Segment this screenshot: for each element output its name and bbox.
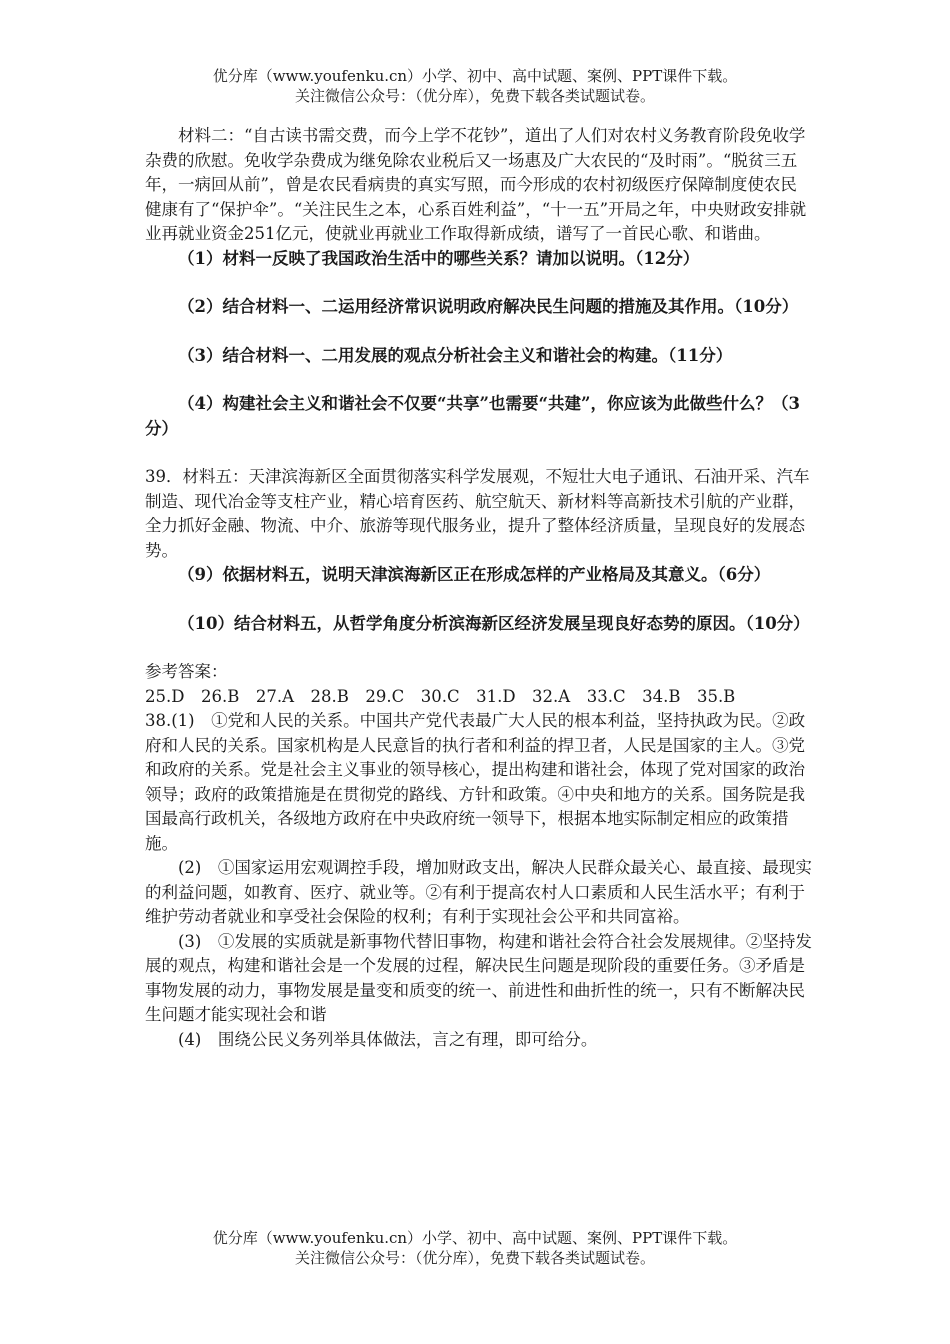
page-header: [0, 66, 950, 106]
question-38-2: （2）结合材料一、二运用经济常识说明政府解决民生问题的措施及其作用。（10分）: [178, 297, 799, 316]
header-line-2: 关注微信公众号：（优分库），免费下载各类试题试卷。: [294, 87, 655, 105]
answer-38-1: 38.(1) ①党和人民的关系。中国共产党代表最广大人民的根本利益，坚持执政为民。②政府和人民的关系。国家机构是人民意旨的执行者和利益的捍卫者，人民是国家的主人。③党和政府的关系。党是社会主义事业的领导核心，提出构建和谐社会，体现了党对国家的政治领导；政府的政策措施是在贯彻党的路线、方针和政策。④中央和地方的关系。国务院是我国最高行政机关，各级地方政府在中央政府统一领导下，根据本地实际制定相应的政策措施。: [145, 711, 806, 853]
answers-title: 参考答案：: [145, 662, 228, 681]
answer-38-3: (3) ①发展的实质就是新事物代替旧事物，构建和谐社会符合社会发展规律。②坚持发展的观点，构建和谐社会是一个发展的过程，解决民生问题是现阶段的重要任务。③矛盾是事物发展的动力，事物发展是量变和质变的统一、前进性和曲折性的统一，只有不断解决民生问题才能实现社会和谐: [145, 931, 812, 1024]
header-line-1: 优分库（www.youfenku.cn）小学、初中、高中试题、案例、PPT课件下载。: [212, 67, 738, 85]
question-38-3: （3）结合材料一、二用发展的观点分析社会主义和谐社会的构建。（11分）: [178, 345, 733, 365]
answers-choices: 25.D 26.B 27.A 28.B 29.C 30.C 31.D 32.A 33.C 34.B 35.B: [145, 686, 736, 706]
answer-38-4: (4) 围绕公民义务列举具体做法，言之有理，即可给分。: [178, 1029, 598, 1049]
question-39-10: （10）结合材料五，从哲学角度分析滨海新区经济发展呈现良好态势的原因。（10分）: [178, 613, 810, 633]
answer-38-2: (2) ①国家运用宏观调控手段，增加财政支出，解决人民群众最关心、最直接、最现实的利益问题，如教育、医疗、就业等。②有利于提高农村人口素质和人民生活水平；有利于维护劳动者就业和享受社会保险的权利；有利于实现社会公平和共同富裕。: [145, 858, 812, 926]
question-38-4: （4）构建社会主义和谐社会不仅要“共享”也需要“共建”，你应该为此做些什么？（3分）: [145, 394, 800, 438]
page-footer: [0, 1228, 950, 1268]
question-39-9: （9）依据材料五，说明天津滨海新区正在形成怎样的产业格局及其意义。（6分）: [178, 565, 771, 584]
material-5-text: 39．材料五：天津滨海新区全面贯彻落实科学发展观，不短壮大电子通讯、石油开采、汽车制造、现代冶金等支柱产业，精心培育医药、航空航天、新材料等高新技术引航的产业群，全力抓好金融、物流、中介、旅游等现代服务业，提升了整体经济质量，呈现良好的发展态势。: [145, 467, 810, 560]
footer-line-1: 优分库（www.youfenku.cn）小学、初中、高中试题、案例、PPT课件下载。: [212, 1229, 738, 1247]
page-content: [145, 124, 813, 1052]
footer-line-2: 关注微信公众号：（优分库），免费下载各类试题试卷。: [294, 1249, 655, 1267]
question-38-1: （1）材料一反映了我国政治生活中的哪些关系？请加以说明。（12分）: [178, 248, 700, 268]
material-2-text: 材料二：“自古读书需交费，而今上学不花钞”，道出了人们对农村义务教育阶段免收学杂费的欣慰。免收学杂费成为继免除农业税后又一场惠及广大农民的“及时雨”。“脱贫三五年，一病回从前”，曾是农民看病贵的真实写照，而今形成的农村初级医疗保障制度使农民健康有了“保护伞”。“关注民生之本，心系百姓利益”，“十一五”开局之年，中央财政安排就业再就业资金251亿元，使就业再就业工作取得新成绩，谱写了一首民心歌、和谐曲。: [145, 126, 807, 243]
